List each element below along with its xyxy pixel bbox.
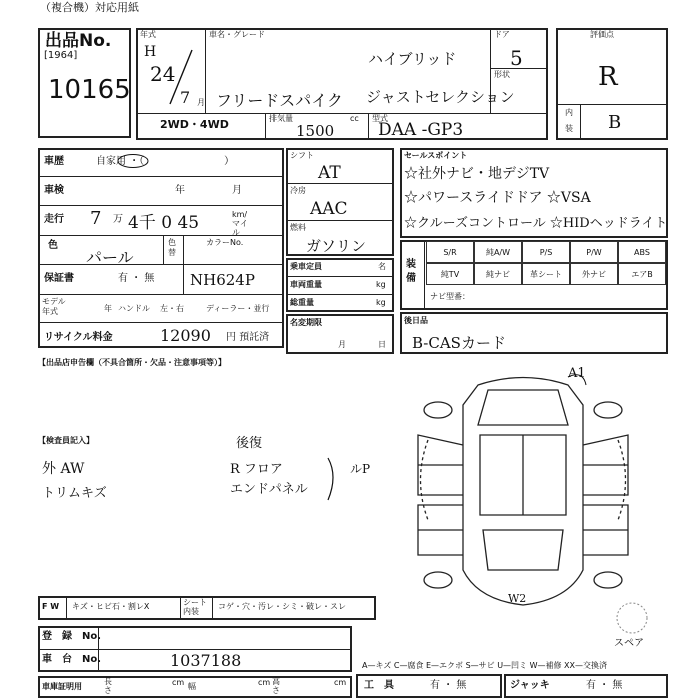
navi-model-label: ナビ型番： (430, 292, 470, 301)
year-era: H (144, 44, 157, 60)
equipment-item: 純TV (426, 263, 474, 285)
equipment-item: ABS (618, 241, 666, 263)
spare-label: スペア (614, 638, 644, 649)
note-bracket: ルP (350, 462, 371, 476)
model-year-label: モデル年式 (42, 297, 66, 316)
mileage-man-unit: 万 (113, 214, 123, 225)
equipment-item: S/R (426, 241, 474, 263)
reg-deadline-label: 名変期限 (290, 318, 322, 327)
eval-value: R (598, 62, 618, 92)
history-box (38, 148, 284, 348)
lot-label: 出品No. (45, 31, 112, 51)
equipment-item: 純A/W (474, 241, 522, 263)
equipment-label: 装備 (406, 259, 416, 284)
color-label: 色 (48, 240, 58, 251)
km-unit: km/マイル (232, 210, 248, 237)
recycle-label: リサイクル料金 (44, 332, 113, 343)
header-title: （複合機）対応用紙 (40, 1, 139, 14)
garage-proof-label: 車庫証明用 (42, 682, 82, 691)
inspector-notes-label: 【検査員記入】 (38, 436, 94, 445)
equipment-item: P/W (570, 241, 618, 263)
note-left-1: 外 AW (42, 461, 85, 477)
note-right-1: R フロア (230, 462, 283, 477)
color-no-value: NH624P (190, 271, 255, 289)
inspection-month-unit: 月 (232, 185, 242, 196)
handle-label: ハンドル (118, 304, 150, 313)
door-label: ドア (494, 30, 510, 39)
tools-options: 有 ・ 無 (430, 680, 467, 691)
equipment-item: 純ナビ (474, 263, 522, 285)
width-label: 幅 (188, 682, 196, 691)
length-cm: cm (172, 678, 185, 687)
ac-value: AAC (310, 199, 348, 219)
reg-day-unit: 日 (378, 340, 386, 349)
history-value: 自家用 ・（ ） (96, 156, 235, 167)
equipment-item: 革シート (522, 263, 570, 285)
warranty-options: 有 ・ 無 (118, 273, 155, 284)
inspection-label: 車検 (44, 185, 64, 196)
door-count: 5 (510, 46, 523, 70)
capacity-unit: 名 (378, 262, 386, 271)
shape-label: 形状 (494, 70, 510, 79)
eval-label: 評価点 (590, 30, 614, 39)
sales-line-1: ☆社外ナビ・地デジTV (404, 166, 550, 182)
displacement-label: 排気量 (269, 114, 293, 123)
recycle-fee: 12090 (160, 326, 211, 345)
color-no-label: カラーNo. (206, 238, 244, 247)
seat-items: コゲ・穴・汚レ・シミ・破レ・スレ (218, 602, 346, 611)
jack-options: 有 ・ 無 (586, 680, 623, 691)
year-value: 24 (150, 62, 176, 86)
warranty-label: 保証書 (44, 273, 74, 284)
name-grade-label: 車名・グレード (209, 30, 265, 39)
seller-notes-label: 【出品店申告欄（不具合箇所・欠品・注意事項等）】 (38, 358, 226, 367)
jack-label: ジャッキ (510, 680, 550, 691)
grade-hybrid: ハイブリッド (368, 50, 457, 68)
note-left-2: トリムキズ (42, 486, 107, 501)
lot-code: [1964] (44, 50, 78, 61)
handle-options: 左・右 (160, 304, 184, 313)
reg-no-label: 登 録 No. (42, 631, 102, 642)
displacement-value: 1500 (296, 122, 335, 140)
chassis-value: 1037188 (170, 651, 242, 670)
history-label: 車歴 (44, 156, 64, 167)
fuel-value: ガソリン (306, 237, 367, 255)
model-name: フリードスパイク (216, 91, 343, 110)
total-weight-unit: kg (376, 298, 386, 307)
sales-line-3: ☆クルーズコントロール ☆HIDヘッドライト (404, 216, 668, 231)
mileage-rest: 4千 0 45 (128, 213, 200, 233)
height-cm: cm (334, 678, 347, 687)
color-value: パール (86, 248, 134, 267)
model-year-unit: 年 (104, 304, 112, 313)
recycle-yen: 円 預託済 (226, 332, 270, 343)
equipment-item: P/S (522, 241, 570, 263)
fuel-label: 燃料 (290, 223, 306, 232)
cc-unit: cc (350, 114, 359, 123)
mileage-man: 7 (90, 208, 102, 229)
ac-label: 冷房 (290, 186, 306, 195)
seat-label: シート内装 (183, 598, 207, 616)
grade-name: ジャストセレクション (366, 88, 515, 106)
chassis-label: 車 台 No. (42, 654, 102, 665)
aftermarket-label: 後日品 (404, 316, 428, 325)
year-slash (162, 48, 202, 108)
interior-label-2: 装 (565, 124, 573, 133)
note-right-2: エンドパネル (230, 482, 308, 497)
damage-legend: A—キズ C—腐食 E—エクボ S—サビ U—凹ミ W—補修 XX—交換済 (362, 661, 608, 670)
shift-value: AT (318, 163, 341, 183)
month-value: 7 (180, 88, 191, 107)
car-diagram (408, 365, 638, 615)
weight-unit: kg (376, 280, 386, 289)
diagram-mark-a1: A1 (568, 366, 586, 381)
aftermarket-value: B-CASカード (412, 334, 506, 352)
diagram-mark-w2: W2 (508, 592, 527, 605)
note-right-head: 後復 (236, 436, 263, 451)
equipment-item: エアB (618, 263, 666, 285)
drive-options: 2WD・4WD (160, 118, 229, 131)
note-bracket-mark (324, 456, 354, 506)
color-change-label: 色替 (168, 238, 176, 257)
interior-label-1: 内 (565, 108, 573, 117)
equipment-item: 外ナビ (570, 263, 618, 285)
height-label: 高さ (272, 677, 280, 695)
history-circle (116, 153, 152, 169)
mileage-label: 走行 (44, 214, 64, 225)
total-weight-label: 総重量 (290, 298, 314, 307)
month-unit: 月 (197, 98, 205, 107)
spare-tire-icon (614, 600, 650, 636)
sales-line-2: ☆パワースライドドア ☆VSA (404, 190, 591, 206)
inspection-year-unit: 年 (175, 185, 185, 196)
length-label: 長さ (104, 677, 112, 695)
dealer-options: ディーラー・並行 (206, 304, 270, 313)
width-cm: cm (258, 678, 271, 687)
year-label: 年式 (140, 30, 156, 39)
shift-label: シフト (290, 151, 314, 160)
tools-label: 工 具 (364, 680, 394, 691)
capacity-label: 乗車定員 (290, 262, 322, 271)
type-value: DAA -GP3 (378, 120, 464, 140)
reg-month-unit: 月 (338, 340, 346, 349)
fw-label: F W (42, 602, 60, 611)
lot-number: 10165 (48, 75, 131, 105)
fw-items: キズ・ヒビ石・割レX (72, 602, 150, 611)
weight-label: 車両重量 (290, 280, 322, 289)
sales-label: セールスポイント (404, 151, 468, 160)
type-label: 型式 (372, 114, 388, 123)
interior-value: B (608, 112, 622, 133)
